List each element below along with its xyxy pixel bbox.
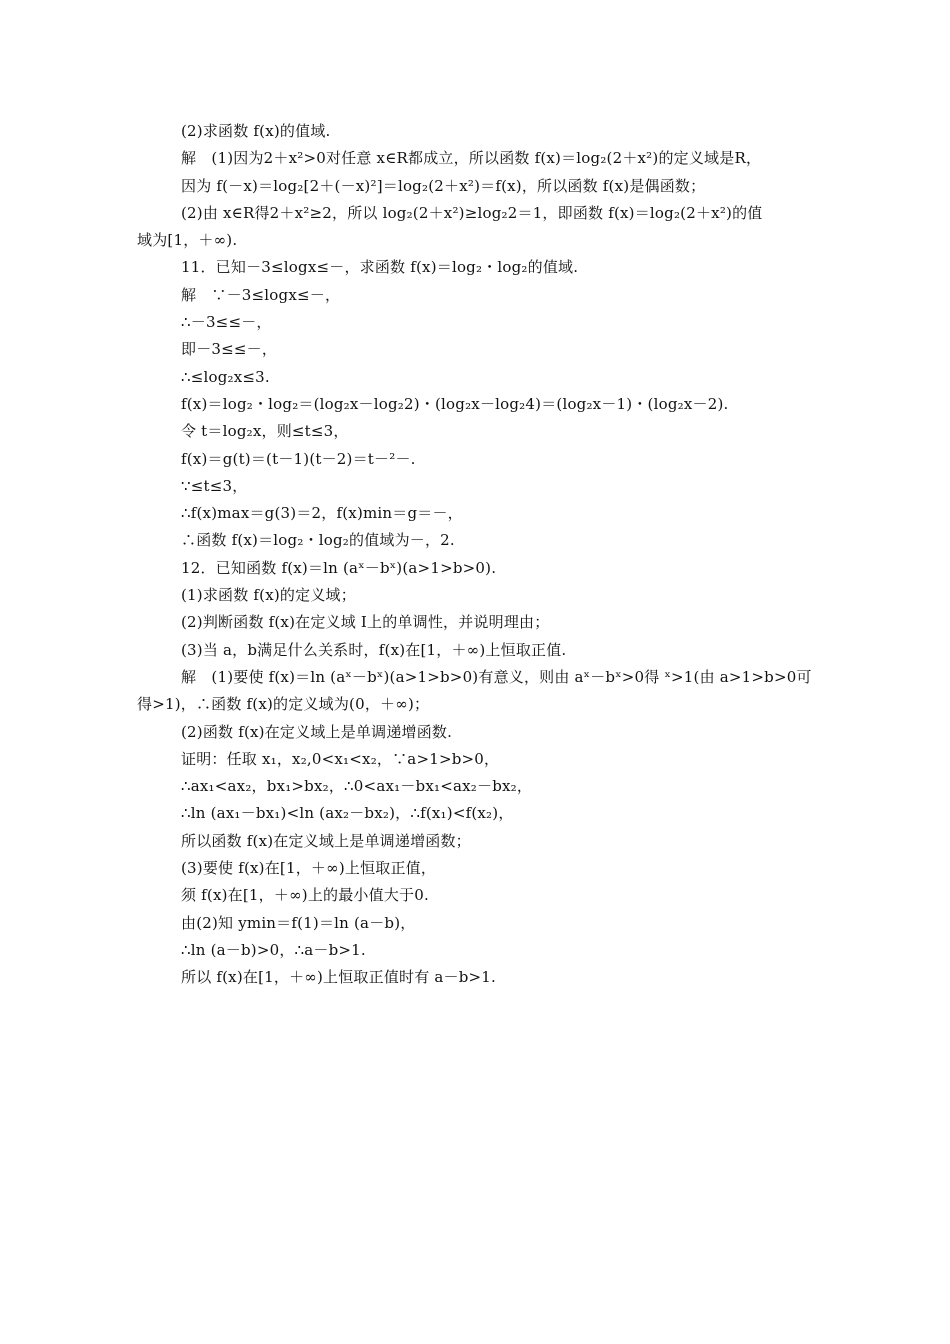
text-line: (2)函数 f(x)在定义域上是单调递增函数.: [181, 722, 453, 741]
text-line: 所以函数 f(x)在定义域上是单调递增函数；: [181, 831, 471, 850]
text-line: (3)要使 f(x)在[1，＋∞)上恒取正值，: [181, 859, 437, 878]
document-body: [0, 118, 950, 992]
text-line: ∴ax₁<ax₂，bx₁>bx₂，∴0<ax₁－bx₁<ax₂－bx₂，: [181, 777, 533, 796]
text-line: 11．已知－3≤logx≤－，求函数 f(x)＝log₂・log₂的值域.: [181, 258, 579, 277]
text-line: ∴ln (a－b)>0，∴a－b>1.: [181, 940, 366, 959]
text-line: 解 (1)因为2＋x²>0对任意 x∈R都成立，所以函数 f(x)＝log₂(2＋x²)的定义域是R，: [181, 149, 762, 168]
text-line: (3)当 a，b满足什么关系时，f(x)在[1，＋∞)上恒取正值.: [181, 640, 567, 659]
text-line: ∴函数 f(x)＝log₂・log₂的值域为－，2.: [181, 531, 455, 550]
text-line: 证明：任取 x₁，x₂,0<x₁<x₂，∵a>1>b>0，: [181, 749, 500, 768]
text-line: ∴f(x)max＝g(3)＝2，f(x)min＝g＝－，: [181, 504, 463, 523]
text-line: (2)判断函数 f(x)在定义域 I上的单调性，并说明理由；: [181, 613, 550, 632]
text-line: 即－3≤≤－，: [181, 340, 278, 359]
text-line: 所以 f(x)在[1，＋∞)上恒取正值时有 a－b>1.: [181, 968, 497, 987]
text-line: 12．已知函数 f(x)＝ln (aˣ－bˣ)(a>1>b>0).: [181, 558, 497, 577]
text-line: f(x)＝log₂・log₂＝(log₂x－log₂2)・(log₂x－log₂4)＝(log₂x－1)・(log₂x－2).: [181, 394, 729, 413]
text-line: ∵≤t≤3，: [181, 476, 248, 495]
text-line: 须 f(x)在[1，＋∞)上的最小值大于0.: [181, 886, 429, 905]
text-line: ∴－3≤≤－，: [181, 313, 272, 332]
text-line: 解 ∵－3≤logx≤－，: [181, 285, 341, 304]
text-line: 得>1)，∴函数 f(x)的定义域为(0，＋∞)；: [137, 695, 430, 714]
text-line: (1)求函数 f(x)的定义域；: [181, 586, 356, 605]
text-line: (2)由 x∈R得2＋x²≥2，所以 log₂(2＋x²)≥log₂2＝1，即函数 f(x)＝log₂(2＋x²)的值: [181, 203, 763, 222]
text-line: ∴≤log₂x≤3.: [181, 367, 270, 386]
text-line: 由(2)知 ymin＝f(1)＝ln (a－b)，: [181, 913, 416, 932]
text-line: 因为 f(－x)＝log₂[2＋(－x)²]＝log₂(2＋x²)＝f(x)，所以函数 f(x)是偶函数；: [181, 176, 706, 195]
text-line: 域为[1，＋∞).: [137, 231, 238, 250]
text-line: f(x)＝g(t)＝(t－1)(t－2)＝t－²－.: [181, 449, 416, 468]
text-line: (2)求函数 f(x)的值域.: [181, 122, 331, 140]
text-line: 解 (1)要使 f(x)＝ln (aˣ－bˣ)(a>1>b>0)有意义，则由 aˣ－bˣ>0得 ˣ>1(由 a>1>b>0可: [181, 667, 812, 686]
text-line: ∴ln (ax₁－bx₁)<ln (ax₂－bx₂)，∴f(x₁)<f(x₂)，: [181, 804, 514, 823]
text-line: 令 t＝log₂x，则≤t≤3，: [181, 422, 349, 441]
